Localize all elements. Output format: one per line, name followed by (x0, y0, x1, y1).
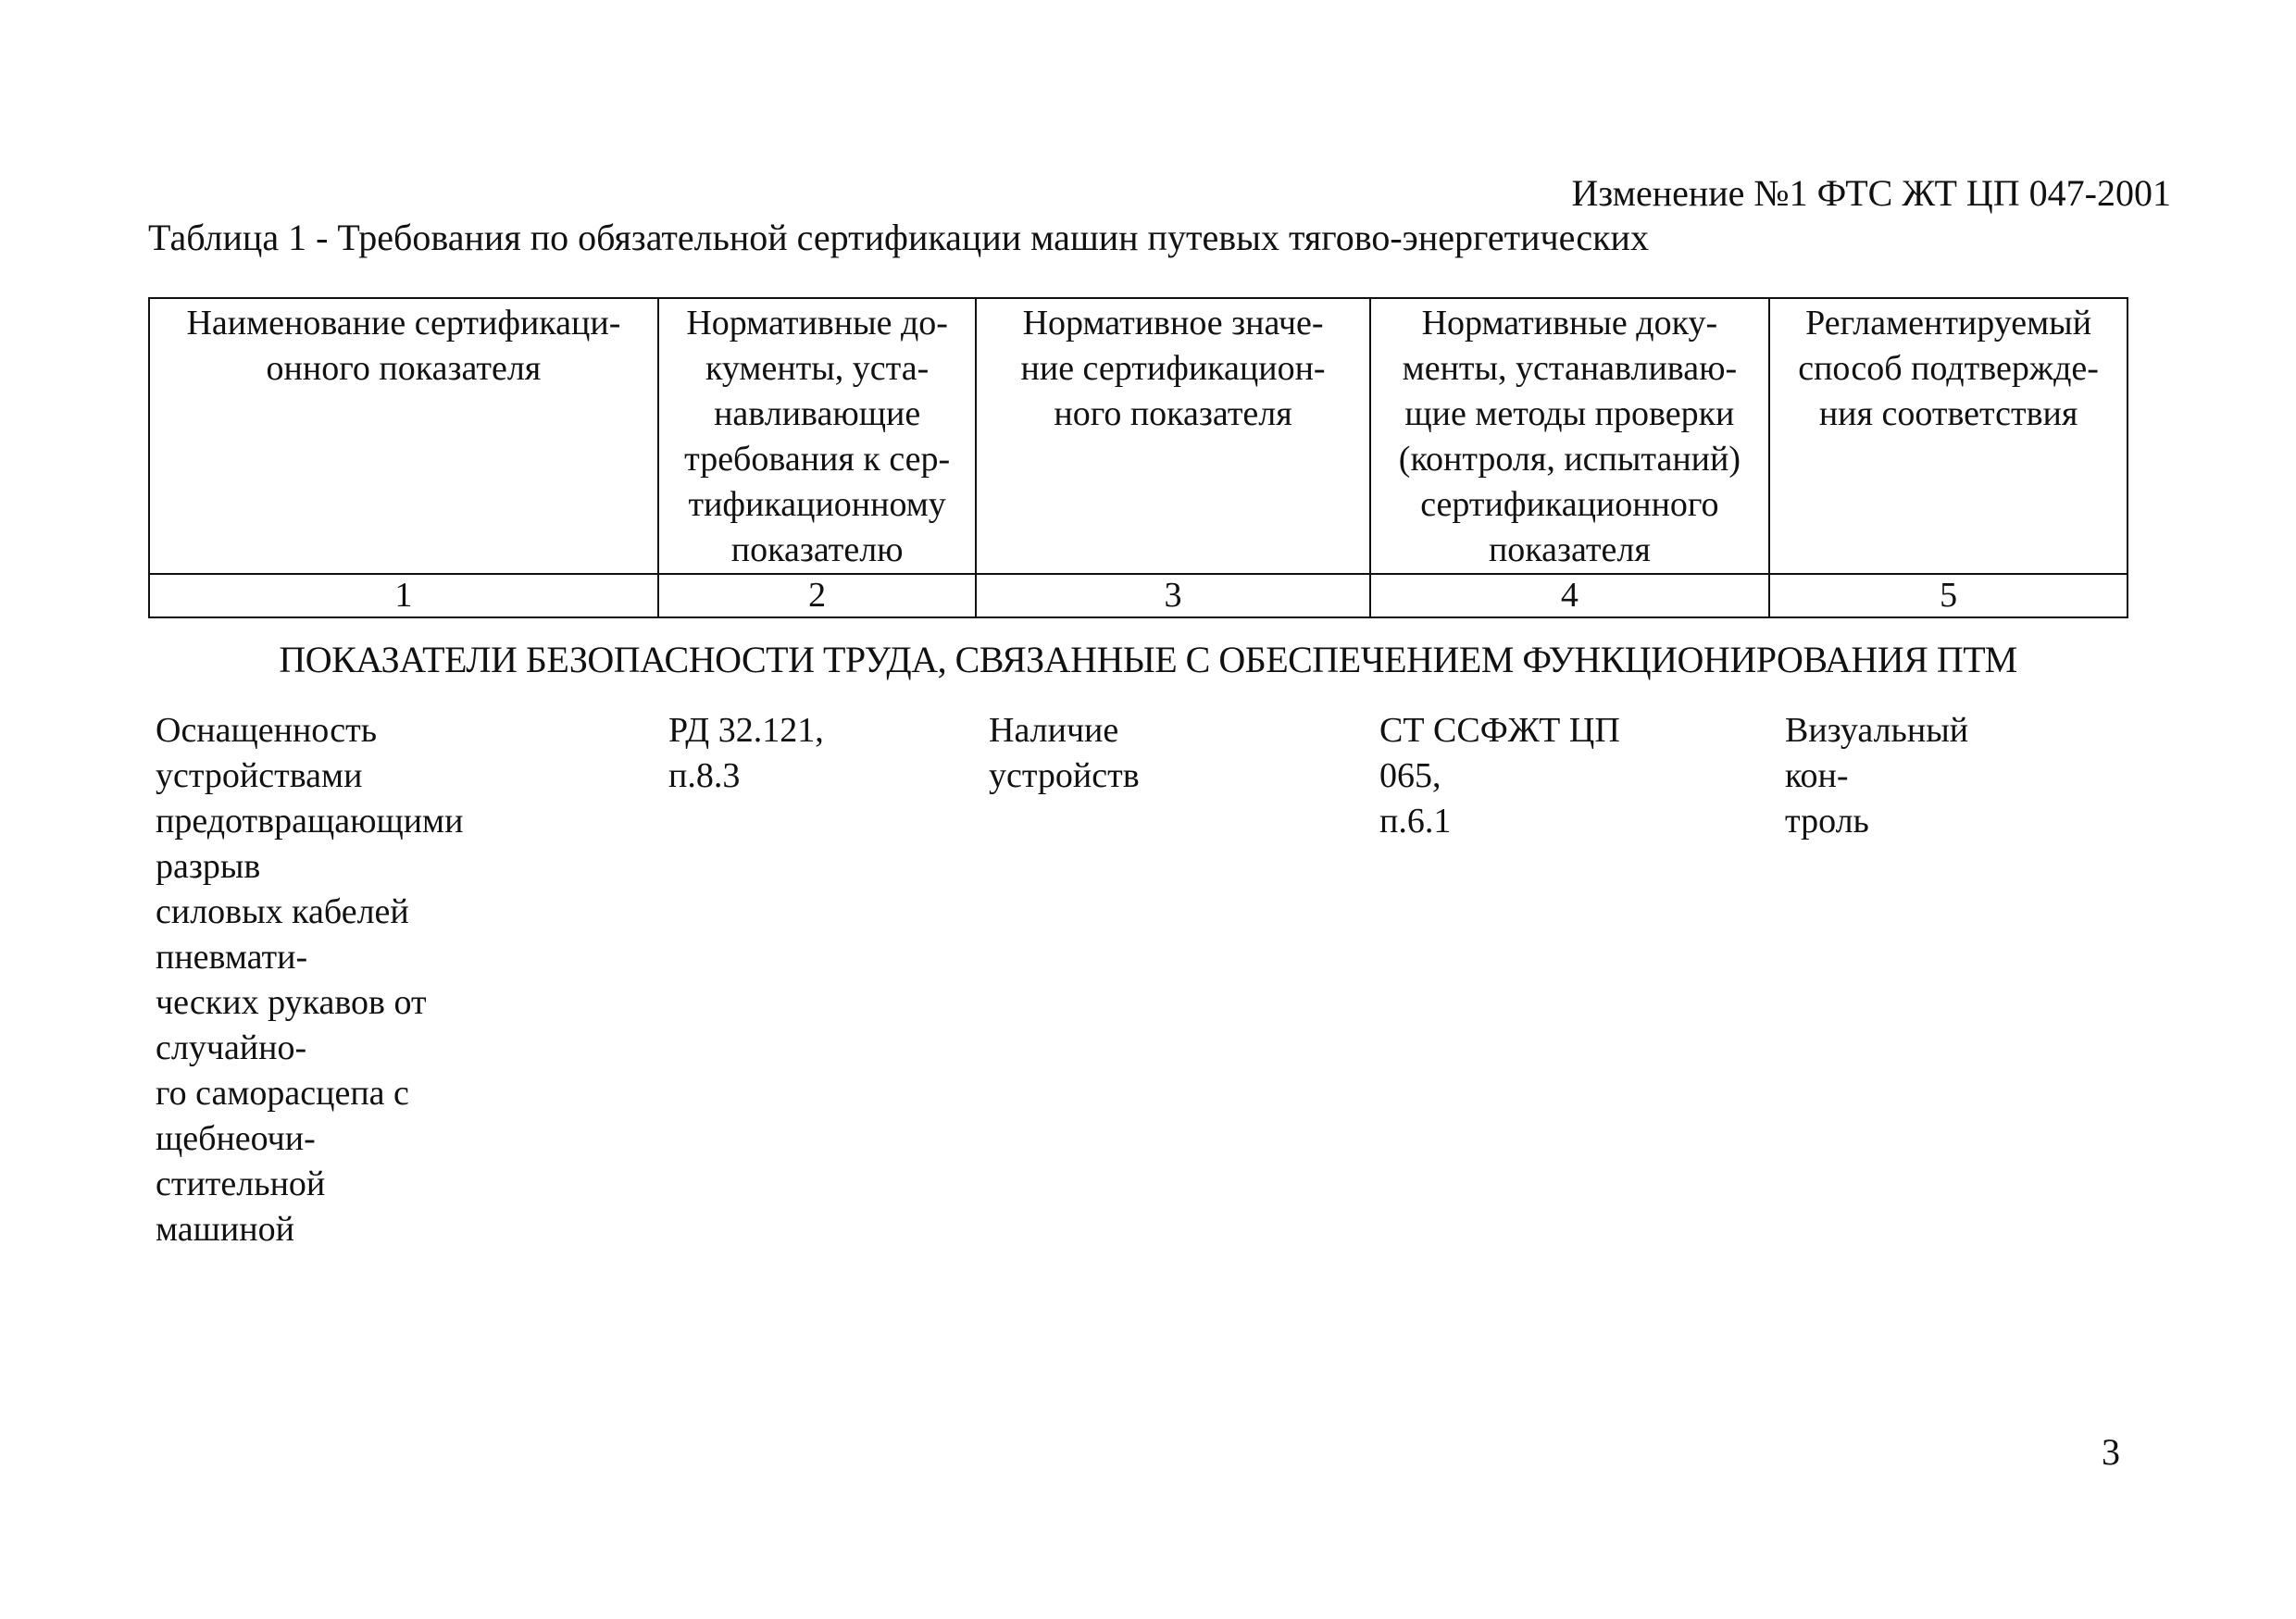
cell-requirement-docs: РД 32.121, п.8.3 (668, 711, 824, 795)
column-number: 4 (1370, 574, 1770, 617)
table-caption: Таблица 1 - Требования по обязательной сертификации машин путевых тягово-энергетических (148, 217, 1649, 258)
header-text: Наименование сертификаци- онного показателя (186, 304, 621, 388)
requirements-table-header (148, 297, 2128, 618)
column-number: 2 (658, 574, 977, 617)
cell-normative-value: Наличие устройств (989, 711, 1140, 795)
header-cell-normative-value (976, 298, 1369, 574)
column-number-row (149, 574, 2128, 617)
section-title: ПОКАЗАТЕЛИ БЕЗОПАСНОСТИ ТРУДА, СВЯЗАННЫЕ С ОБЕСПЕЧЕНИЕМ ФУНКЦИОНИРОВАНИЯ ПТМ (279, 639, 2017, 680)
header-cell-test-method-docs (1370, 298, 1770, 574)
page-number: 3 (2102, 1431, 2120, 1473)
header-cell-requirement-docs (658, 298, 977, 574)
column-number: 5 (1769, 574, 2128, 617)
header-row (149, 298, 2128, 574)
column-number: 1 (149, 574, 658, 617)
cell-confirmation-method: Визуальный кон- троль (1785, 711, 1969, 841)
column-number: 3 (976, 574, 1369, 617)
cell-indicator-name: Оснащенность устройствами предотвращающими разрыв силовых кабелей пневмати- ческих рукавов от случайно- го саморасцепа с щебнеочи- стительной машиной (156, 711, 464, 1249)
header-cell-indicator-name (149, 298, 658, 574)
header-cell-confirmation-method (1769, 298, 2128, 574)
header-text: Нормативное значе- ние сертификацион- ного показателя (1020, 304, 1326, 433)
cell-test-method-docs: СТ ССФЖТ ЦП 065, п.6.1 (1379, 711, 1620, 841)
document-reference: Изменение №1 ФТС ЖТ ЦП 047-2001 (1571, 172, 2171, 214)
header-text: Регламентируемый способ подтвержде- ния соответствия (1798, 304, 2099, 433)
table-row (148, 708, 2128, 1249)
header-text: Нормативные доку- менты, устанавливаю- щие методы проверки (контроля, испытаний) сертификационного показателя (1398, 304, 1741, 569)
header-text: Нормативные до- кументы, уста- навливающие требования к сер- тификационному показателю (684, 304, 951, 569)
